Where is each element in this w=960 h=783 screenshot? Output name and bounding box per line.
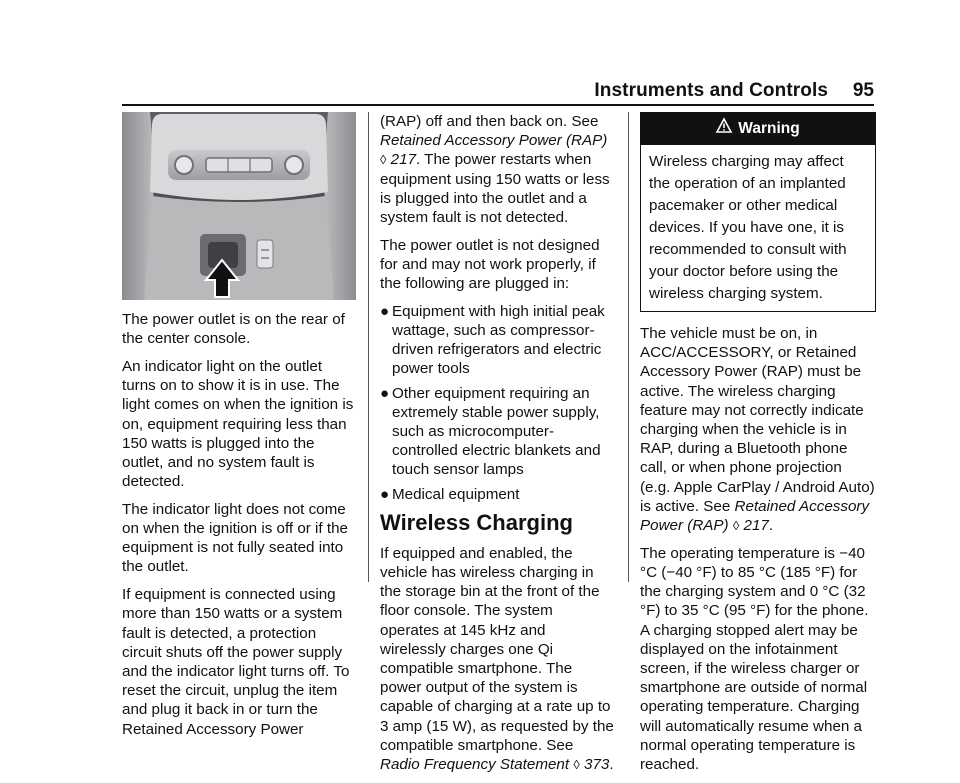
warning-header bbox=[641, 113, 875, 145]
bullet-icon: ● bbox=[380, 302, 390, 320]
warning-text: Wireless charging may affect the operation of an implanted pacemaker or other medical devices. If you have one, it is recommended to consult with your doctor before using the wireless charging system. bbox=[649, 153, 847, 302]
cross-reference-link[interactable]: Retained Accessory Power (RAP) bbox=[640, 497, 870, 535]
bullet-icon: ● bbox=[380, 485, 390, 503]
list-item: ● Medical equipment bbox=[380, 485, 520, 503]
page-ref-number[interactable]: 217 bbox=[390, 151, 417, 169]
page-number: 95 bbox=[852, 80, 874, 101]
section-title: Instruments and Controls bbox=[594, 80, 828, 101]
cross-reference-link[interactable]: Retained Accessory Power (RAP) bbox=[380, 132, 608, 150]
bullet-icon: ● bbox=[380, 384, 390, 402]
column-middle bbox=[380, 112, 615, 783]
list-item: ● Equipment with high initial peak wattage, such as compressor-driven refrigerators and electric power tools bbox=[380, 302, 605, 378]
power-outlet-photo bbox=[122, 112, 356, 300]
page-ref-number[interactable]: 373 bbox=[584, 756, 610, 774]
column-right bbox=[640, 112, 876, 783]
cross-reference-link[interactable]: Radio Frequency Statement bbox=[380, 756, 570, 774]
paragraph: The power outlet is not designed for and may not work properly, if the following are plugged in: bbox=[380, 236, 600, 293]
console-illustration bbox=[122, 112, 356, 300]
page-ref-icon: ◊ bbox=[732, 518, 740, 534]
page-ref-number[interactable]: 217 bbox=[743, 517, 769, 535]
paragraph: The operating temperature is −40 °C (−40 °F) to 85 °C (185 °F) for the charging system and 0 °C (32 °F) to 35 °C (95 °F) for the phone. A charging stopped alert may be displayed on the infotainment screen, if the wireless charger or smartphone are outside of normal operating temperature. Charging will automatically resume when a normal operating temperature is reached. bbox=[640, 544, 869, 773]
list-item: ● Other equipment requiring an extremely stable power supply, such as microcomputer-controlled electric blankets and touch sensor lamps bbox=[380, 384, 601, 479]
page-header bbox=[0, 0, 960, 110]
column-divider-left bbox=[368, 112, 369, 582]
paragraph: (RAP) off and then back on. See Retained Accessory Power (RAP) ◊ 217. The power restarts when equipment using 150 watts or less is plugged into the outlet and a system fault is not detected. bbox=[380, 113, 610, 227]
warning-title: Warning bbox=[738, 120, 800, 138]
warning-box bbox=[640, 112, 876, 312]
paragraph: The vehicle must be on, in ACC/ACCESSORY, or Retained Accessory Power (RAP) must be active. The wireless charging feature may not correctly indicate charging when the vehicle is in RAP, during a Bluetooth phone call, or when phone projection (e.g. Apple CarPlay / Android Auto) is active. See Retained Accessory Power (RAP) ◊ 217. bbox=[640, 325, 875, 535]
paragraph: An indicator light on the outlet turns on to show it is in use. The light comes on when the ignition is on, equipment requiring less than 150 watts is plugged into the outlet, and no system fault is detected. bbox=[122, 357, 354, 491]
warning-triangle-icon bbox=[716, 118, 732, 139]
paragraph: The indicator light does not come on when the ignition is off or if the equipment is not fully seated into the outlet. bbox=[122, 500, 348, 576]
paragraph: If equipped and enabled, the vehicle has wireless charging in the storage bin at the front of the floor console. The system operates at 145 kHz and wirelessly charges one Qi compatible smartphone. The power output of the system is capable of charging at a rate up to 3 amp (15 W), as requested by the compatible smartphone. See Radio Frequency Statement ◊ 373. bbox=[380, 544, 614, 774]
paragraph: If equipment is connected using more than 150 watts or a system fault is detected, a protection circuit shuts off the power supply and the indicator light turns off. To reset the circuit, unplug the item and plug it back in or turn the Retained Accessory Power bbox=[122, 586, 350, 738]
paragraph: The power outlet is on the rear of the center console. bbox=[122, 311, 345, 348]
page-ref-icon: ◊ bbox=[380, 152, 387, 168]
column-divider-right bbox=[628, 112, 629, 582]
column-left bbox=[122, 112, 356, 747]
page-ref-icon: ◊ bbox=[573, 757, 580, 773]
bullet-list bbox=[380, 302, 615, 504]
section-heading: Wireless Charging bbox=[380, 509, 573, 535]
header-rule bbox=[122, 104, 874, 106]
